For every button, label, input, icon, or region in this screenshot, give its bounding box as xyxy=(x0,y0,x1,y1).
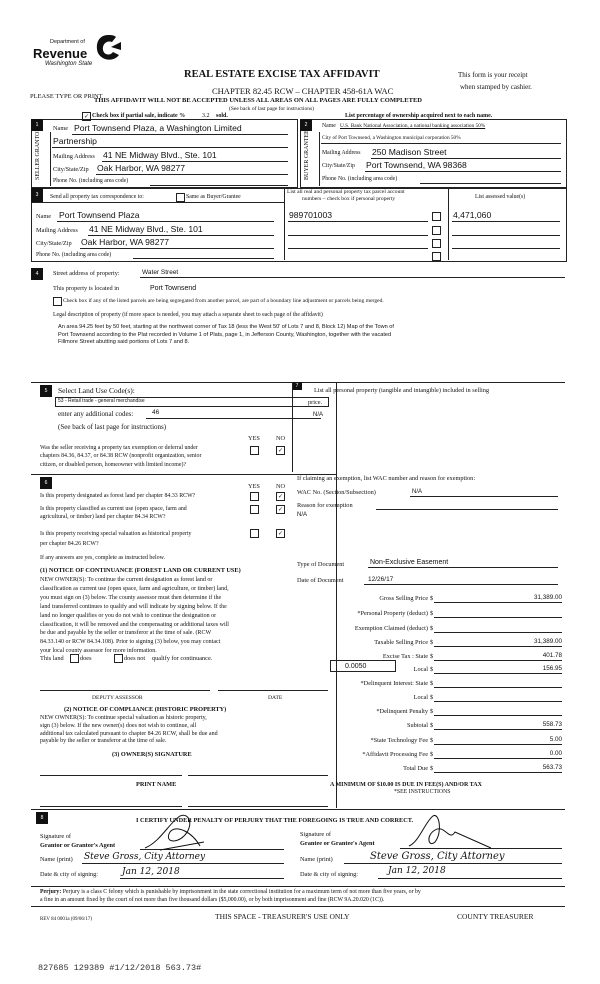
receipt-note-1: This form is your receipt xyxy=(458,71,528,79)
no-header: NO xyxy=(276,435,286,442)
buyer-mailing-field[interactable]: 250 Madison Street xyxy=(372,147,447,157)
doc-date-field[interactable]: 12/26/17 xyxy=(368,576,394,583)
perjury-notice: Perjury: Perjury is a class C felony which is punishable by imprisonment in the state correctional institution for a maximum term of not more than five years, or by a fine in an amount fixed by the court of not more than five thousand dollars ($5,000.00), or by both imprisonment and fine (RCW 9A.20.020 (1C)). xyxy=(40,889,421,903)
seller-name-label: Name xyxy=(53,125,69,132)
tax-line-label: Exemption Claimed (deduct) xyxy=(354,625,428,632)
buyer-name-label: Name xyxy=(322,123,336,129)
print-name-label: PRINT NAME xyxy=(136,781,177,788)
no-header-6: NO xyxy=(276,483,286,490)
forest-yes-checkbox[interactable] xyxy=(250,492,259,501)
section-badge-7: 7 xyxy=(292,382,302,390)
land-use-title: Select Land Use Code(s): xyxy=(58,386,135,395)
tax-line-value[interactable]: 401.78 xyxy=(542,652,562,659)
notice-continuance-title: (1) NOTICE OF CONTINUANCE (FOREST LAND OR CURRENT USE) xyxy=(40,567,241,574)
chapter-line: CHAPTER 82.45 RCW – CHAPTER 458-61A WAC xyxy=(212,86,394,96)
currency-symbol: $ xyxy=(430,737,434,744)
does-qualify-checkbox[interactable] xyxy=(70,654,79,663)
partial-sale-checkbox[interactable]: ✓ xyxy=(83,113,90,120)
warning-line: THIS AFFIDAVIT WILL NOT BE ACCEPTED UNLESS ALL AREAS ON ALL PAGES ARE FULLY COMPLETED xyxy=(94,97,422,104)
wac-label: WAC No. (Section/Subsection) xyxy=(297,489,376,496)
section-badge-3: 3 xyxy=(31,188,43,202)
segregated-parcel-checkbox[interactable] xyxy=(53,297,62,306)
grantee-date-field[interactable]: Jan 12, 2018 xyxy=(388,866,446,876)
grantee-name-label: Name (print) xyxy=(300,856,333,863)
tax-line-label: Total Due xyxy=(403,765,428,772)
rev-number: REV 84 0001a (09/06/17) xyxy=(40,917,92,922)
logo-line3: Washington State xyxy=(45,61,93,67)
buyer-mailing-label: Mailing Address xyxy=(322,150,361,156)
notice-compliance-title: (2) NOTICE OF COMPLIANCE (HISTORIC PROPERTY) xyxy=(64,706,227,713)
grantor-name-label: Name (print) xyxy=(40,856,73,863)
currency-symbol: $ xyxy=(430,625,434,632)
additional-codes-label: enter any additional codes: xyxy=(58,410,134,418)
section-badge-8: 8 xyxy=(36,812,48,824)
section-badge-5: 5 xyxy=(40,385,52,397)
tax-line-value[interactable]: 563.73 xyxy=(542,764,562,771)
buyer-name-field[interactable]: U.S. Bank National Association, a national banking association 50% xyxy=(340,123,486,129)
section-badge-4: 4 xyxy=(31,268,43,280)
grantor-sig-label-1: Signature of xyxy=(40,833,71,840)
see-back-note: (See back of last page for instructions) xyxy=(229,106,314,112)
personal-property-title: List all personal property (tangible and intangible) included in selling xyxy=(314,387,490,394)
tax-line-label: Subtotal xyxy=(407,722,428,729)
notice-compliance-text: NEW OWNER(S): To continue special valuation as historic property, sign (3) below. If the new owner(s) does not wish to continue, all additional tax calculated pursuant to chapter 84.26 RCW, shall be due and payable by the seller or transferor at the time of sale. xyxy=(40,715,218,745)
parcel-number-field[interactable]: 989701003 xyxy=(289,210,333,220)
tax-line-value[interactable]: 0.00 xyxy=(549,750,562,757)
corr-phone-label: Phone No. (including area code) xyxy=(36,252,112,258)
does-label: does xyxy=(80,655,92,662)
historic-yes-checkbox[interactable] xyxy=(250,529,259,538)
please-type: PLEASE TYPE OR PRINT xyxy=(30,93,103,100)
current-use-question: Is this property classified as current use (open space, farm and agricultural, or timber) land per chapter 84.34 RCW? xyxy=(40,506,187,521)
buyer-city-label: City/State/Zip xyxy=(322,163,355,169)
legal-line: An area 94.25 feet by 50 feet, starting at the northwest corner of Tax 18 (less the West 50' of Lots 7 and 8, Block 12) Map of the Town of xyxy=(58,324,394,330)
legal-description-field[interactable] xyxy=(58,324,394,347)
additional-codes-field[interactable]: 46 xyxy=(152,409,160,416)
section-badge-1: 1 xyxy=(31,119,43,131)
currency-symbol: $ xyxy=(430,751,434,758)
partial-sale-label: Check box if partial sale, indicate % xyxy=(92,113,186,119)
buyer-phone-label: Phone No. (including area code) xyxy=(322,176,398,182)
tax-line-label: Excise Tax : State xyxy=(382,653,428,660)
logo-line1: Department of xyxy=(50,39,85,45)
buyer-city-field[interactable]: Port Townsend, WA 98368 xyxy=(366,160,467,170)
receipt-note-2: when stamped by cashier. xyxy=(460,83,532,91)
local-rate-value: 0.0050 xyxy=(345,663,367,670)
grantee-signature-icon xyxy=(405,812,495,852)
seller-mailing-field[interactable]: 41 NE Midway Blvd., Ste. 101 xyxy=(103,150,217,160)
seller-side-label: SELLER GRANTOR xyxy=(35,127,41,180)
personal-property-checkbox[interactable] xyxy=(432,239,441,248)
tax-line-label: *Personal Property (deduct) xyxy=(357,610,428,617)
logo-swirl-icon xyxy=(94,33,122,63)
yes-header: YES xyxy=(248,435,260,442)
exemption-claim-title: If claiming an exemption, list WAC number and reason for exemption: xyxy=(297,475,476,482)
assessed-value-field[interactable]: 4,471,060 xyxy=(453,210,492,220)
tax-line-value[interactable]: 5.00 xyxy=(549,736,562,743)
grantee-sig-label-1: Signature of xyxy=(300,831,331,838)
currency-symbol: $ xyxy=(430,653,434,660)
currency-symbol: $ xyxy=(430,722,434,729)
street-address-field[interactable]: Water Street xyxy=(142,269,179,276)
currency-symbol: $ xyxy=(430,708,434,715)
seller-mailing-label: Mailing Address xyxy=(53,153,95,160)
same-as-buyer-label: Same as Buyer/Grantee xyxy=(186,194,241,200)
tax-line-label: *State Technology Fee xyxy=(370,737,428,744)
certify-statement: I CERTIFY UNDER PENALTY OF PERJURY THAT THE FOREGOING IS TRUE AND CORRECT. xyxy=(136,817,414,824)
see-back-instructions: (See back of last page for instructions) xyxy=(58,423,167,431)
grantee-date-label: Date & city of signing: xyxy=(300,871,359,878)
owner-signature-label: (3) OWNER(S) SIGNATURE xyxy=(112,751,192,758)
corr-name-field[interactable]: Port Townsend Plaza xyxy=(59,210,140,220)
corr-name-label: Name xyxy=(36,213,52,220)
personal-property-field[interactable]: N/A xyxy=(313,412,324,418)
tax-line-label: *Affidavit Processing Fee xyxy=(362,751,428,758)
exemption-no-checkbox[interactable]: ✓ xyxy=(277,447,284,454)
date-label: DATE xyxy=(268,695,283,701)
currency-symbol: $ xyxy=(430,639,434,646)
same-as-buyer-checkbox[interactable] xyxy=(176,193,185,202)
personal-property-checkbox[interactable] xyxy=(432,226,441,235)
grantee-name-field[interactable]: Steve Gross, City Attorney xyxy=(370,851,505,862)
corr-city-label: City/State/Zip xyxy=(36,240,72,247)
deputy-assessor-label: DEPUTY ASSESSOR xyxy=(92,695,143,701)
corr-city-field[interactable]: Oak Harbor, WA 98277 xyxy=(81,237,170,247)
seller-city-field[interactable]: Oak Harbor, WA 98277 xyxy=(97,163,186,173)
grantee-sig-label-2: Grantee or Grantee's Agent xyxy=(300,840,375,847)
buyer-name-field-2[interactable]: City of Port Townsend, a Washington municipal corporation 50% xyxy=(322,135,461,141)
ownership-note: List percentage of ownership acquired next to each name. xyxy=(345,113,493,119)
currency-symbol: $ xyxy=(430,595,434,602)
doc-type-field[interactable]: Non-Exclusive Easement xyxy=(370,559,449,566)
legal-description-label: Legal description of property (if more space is needed, you may attach a separate sheet to each page of the affidavit) xyxy=(53,312,323,318)
land-use-code-value: 53 - Retail trade - general merchandise xyxy=(58,398,145,404)
logo-line2: Revenue xyxy=(33,46,88,61)
minimum-due-note: A MINIMUM OF $10.00 IS DUE IN FEE(S) AND/OR TAX xyxy=(330,782,482,788)
currency-symbol: $ xyxy=(430,610,434,617)
tax-line-value[interactable]: 31,389.00 xyxy=(533,638,562,645)
exemption-reason-label: Reason for exemption xyxy=(297,502,353,509)
historic-question: Is this property receiving special valuation as historical property per chapter 84.26 RCW? xyxy=(40,531,192,547)
exemption-reason-field[interactable]: N/A xyxy=(297,512,308,518)
grantor-date-field[interactable]: Jan 12, 2018 xyxy=(122,867,180,877)
currency-symbol: $ xyxy=(430,666,434,673)
historic-no-checkbox[interactable]: ✓ xyxy=(277,530,284,537)
grantor-sig-label-2: Grantor or Grantor's Agent xyxy=(40,842,116,849)
section-badge-2: 2 xyxy=(300,119,312,131)
forest-no-checkbox[interactable]: ✓ xyxy=(277,493,284,500)
current-use-yes-checkbox[interactable] xyxy=(250,505,259,514)
tax-line-value[interactable]: 31,389.00 xyxy=(533,594,562,601)
currency-symbol: $ xyxy=(430,765,434,772)
land-use-code-select[interactable] xyxy=(55,397,329,407)
grantor-name-field[interactable]: Steve Gross, City Attorney xyxy=(84,852,206,862)
tax-line-label: *Delinquent Interest: State xyxy=(360,680,428,687)
treasurer-use-label: THIS SPACE - TREASURER'S USE ONLY xyxy=(215,912,350,921)
buyer-side-label: BUYER GRANTEE xyxy=(304,130,310,180)
tax-line-label: *Delinquent Penalty xyxy=(376,708,428,715)
tax-line-value[interactable]: 558.73 xyxy=(542,721,562,728)
legal-line: Fillmore Street abutting said portions of Lots 7 and 8. xyxy=(58,339,190,346)
current-use-no-checkbox[interactable]: ✓ xyxy=(277,506,284,513)
parcel-header-2: numbers – check box if personal property xyxy=(302,196,396,202)
seller-city-label: City/State/Zip xyxy=(53,166,89,173)
if-yes-note: If any answers are yes, complete as instructed below. xyxy=(40,555,165,561)
located-in-label: This property is located in xyxy=(53,285,120,292)
corr-mailing-field[interactable]: 41 NE Midway Blvd., Ste. 101 xyxy=(89,224,203,234)
send-correspondence-label: Send all property tax correspondence to: xyxy=(50,194,144,200)
grantor-date-label: Date & city of signing: xyxy=(40,871,99,878)
parcel-header-1: List all real and personal property tax parcel account xyxy=(287,189,405,195)
see-instructions-note: *SEE INSTRUCTIONS xyxy=(394,789,451,795)
does-not-label: does not xyxy=(124,655,146,662)
personal-property-title-2: price. xyxy=(308,399,323,406)
this-land-label: This land xyxy=(40,655,64,662)
assessed-value-header: List assessed value(s) xyxy=(475,194,526,200)
exemption-question: Was the seller receiving a property tax exemption or deferral under chapters 84.36, 84.37, or 84.38 RCW (nonprofit organization, senior citizen, or disabled person, homeowner with limited income)? xyxy=(40,445,202,468)
seller-phone-label: Phone No. (including area code) xyxy=(53,178,129,184)
receipt-stamp: 827685 129389 #1/12/2018 563.73# xyxy=(38,963,202,973)
county-treasurer-label: COUNTY TREASURER xyxy=(457,912,534,921)
doc-type-label: Type of Document xyxy=(297,561,345,568)
street-address-label: Street address of property: xyxy=(53,270,120,277)
personal-property-checkbox[interactable] xyxy=(432,252,441,261)
partial-sale-sold: sold. xyxy=(216,113,228,119)
does-not-qualify-checkbox[interactable] xyxy=(114,654,123,663)
wac-field[interactable]: N/A xyxy=(412,489,423,495)
tax-line-label: Taxable Selling Price xyxy=(374,639,428,646)
tax-line-label: Local xyxy=(413,666,428,673)
corr-mailing-label: Mailing Address xyxy=(36,227,78,234)
seller-name-field[interactable]: Port Townsend Plaza, a Washington Limited xyxy=(74,123,242,133)
exemption-yes-checkbox[interactable] xyxy=(250,446,259,455)
currency-symbol: $ xyxy=(430,680,434,687)
tax-line-label: Gross Selling Price xyxy=(379,595,428,602)
partial-sale-percent[interactable]: 3.2 xyxy=(202,113,210,119)
qualify-label: qualify for continuance. xyxy=(152,655,213,662)
notice-continuance-text: NEW OWNER(S): To continue the current designation as forest land or classification as current use (open space, farm and agriculture, or timber) land, you must sign on (3) below. The county assessor must then determine if the land transferred continues to qualify and will indicate by signing below. If the land no longer qualifies or you do not wish to continue the designation or classification, it will be removed and the compensating or additional taxes will be due and payable by the seller or transferor at the time of sale. (RCW 84.33.140 or RCW 84.34.108). Prior to signing (3) below, you may contact your local county assessor for more information. xyxy=(40,577,229,655)
personal-property-checkbox[interactable] xyxy=(432,212,441,221)
form-title: REAL ESTATE EXCISE TAX AFFIDAVIT xyxy=(184,69,380,80)
forest-land-question: Is this property designated as forest land per chapter 84.33 RCW? xyxy=(40,493,196,499)
legal-line: Port Townsend according to the Plat recorded in Volume 1 of Plats, page 1, in Jefferson County, Washington, together with the vacated xyxy=(58,331,392,338)
doc-date-label: Date of Document xyxy=(297,577,344,584)
tax-line-label: Local xyxy=(413,694,428,701)
grantor-signature-icon xyxy=(140,812,210,854)
tax-line-value[interactable]: 156.95 xyxy=(542,665,562,672)
local-rate-field[interactable] xyxy=(330,660,396,672)
segregated-parcel-label: Check box if any of the listed parcels are being segregated from another parcel, are part of a boundary line adjustment or parcels being merged. xyxy=(63,298,384,304)
currency-symbol: $ xyxy=(430,694,434,701)
section-badge-6: 6 xyxy=(40,477,52,489)
located-in-field[interactable]: Port Townsend xyxy=(150,285,197,292)
yes-header-6: YES xyxy=(248,483,260,490)
seller-name-field-2[interactable]: Partnership xyxy=(53,136,97,146)
